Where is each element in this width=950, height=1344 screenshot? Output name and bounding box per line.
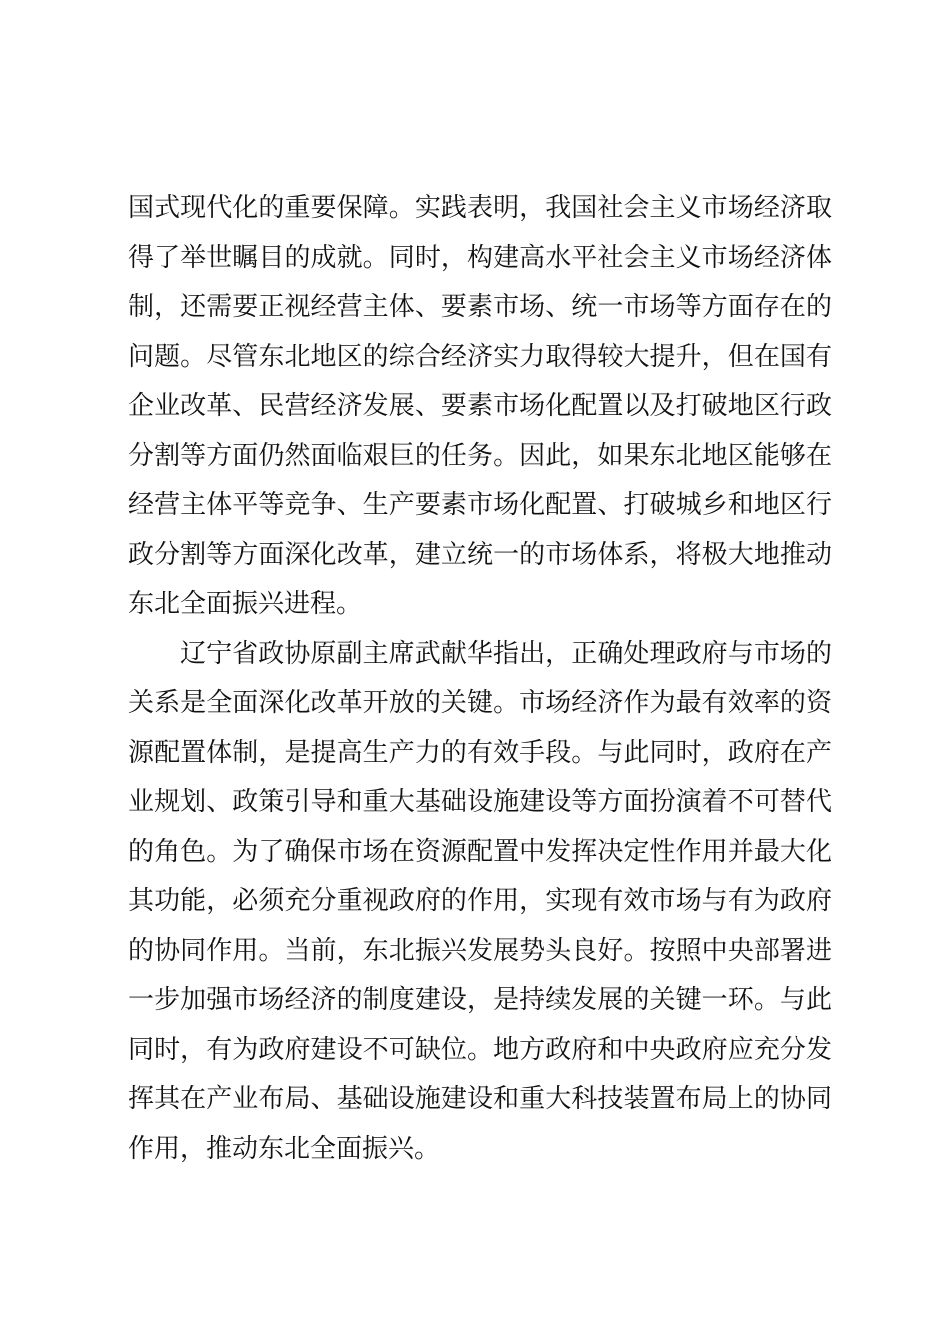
text-line: 其功能，必须充分重视政府的作用，实现有效市场与有为政府 <box>128 886 832 916</box>
text-line: 问题。尽管东北地区的综合经济实力取得较大提升，但在国有 <box>128 341 832 372</box>
text-line: 同时，有为政府建设不可缺位。地方政府和中央政府应充分发 <box>128 1034 832 1065</box>
text-line: 得了举世瞩目的成就。同时，构建高水平社会主义市场经济体 <box>128 242 832 273</box>
text-line: 辽宁省政协原副主席武献华指出，正确处理政府与市场的 <box>180 638 832 669</box>
text-line: 作用，推动东北全面振兴。 <box>128 1133 441 1164</box>
text-line: 的角色。为了确保市场在资源配置中发挥决定性作用并最大化 <box>128 836 832 867</box>
paragraph-1 <box>128 184 832 630</box>
text-line: 政分割等方面深化改革，建立统一的市场体系，将极大地推动 <box>128 539 832 570</box>
text-line: 分割等方面仍然面临艰巨的任务。因此，如果东北地区能够在 <box>128 440 832 471</box>
text-line: 经营主体平等竞争、生产要素市场化配置、打破城乡和地区行 <box>128 490 832 520</box>
paragraph-2 <box>128 630 832 1175</box>
text-line: 源配置体制，是提高生产力的有效手段。与此同时，政府在产 <box>128 737 832 768</box>
text-line: 制，还需要正视经营主体、要素市场、统一市场等方面存在的 <box>128 292 832 322</box>
text-line: 一步加强市场经济的制度建设，是持续发展的关键一环。与此 <box>128 985 832 1015</box>
text-line: 国式现代化的重要保障。实践表明，我国社会主义市场经济取 <box>128 193 832 223</box>
text-line: 挥其在产业布局、基础设施建设和重大科技装置布局上的协同 <box>128 1084 832 1114</box>
text-line: 的协同作用。当前，东北振兴发展势头良好。按照中央部署进 <box>128 935 832 966</box>
text-line: 关系是全面深化改革开放的关键。市场经济作为最有效率的资 <box>128 688 832 718</box>
text-line: 业规划、政策引导和重大基础设施建设等方面扮演着不可替代 <box>128 787 832 817</box>
body-text <box>128 184 832 1174</box>
text-line: 企业改革、民营经济发展、要素市场化配置以及打破地区行政 <box>128 391 832 421</box>
text-line: 东北全面振兴进程。 <box>128 589 363 619</box>
